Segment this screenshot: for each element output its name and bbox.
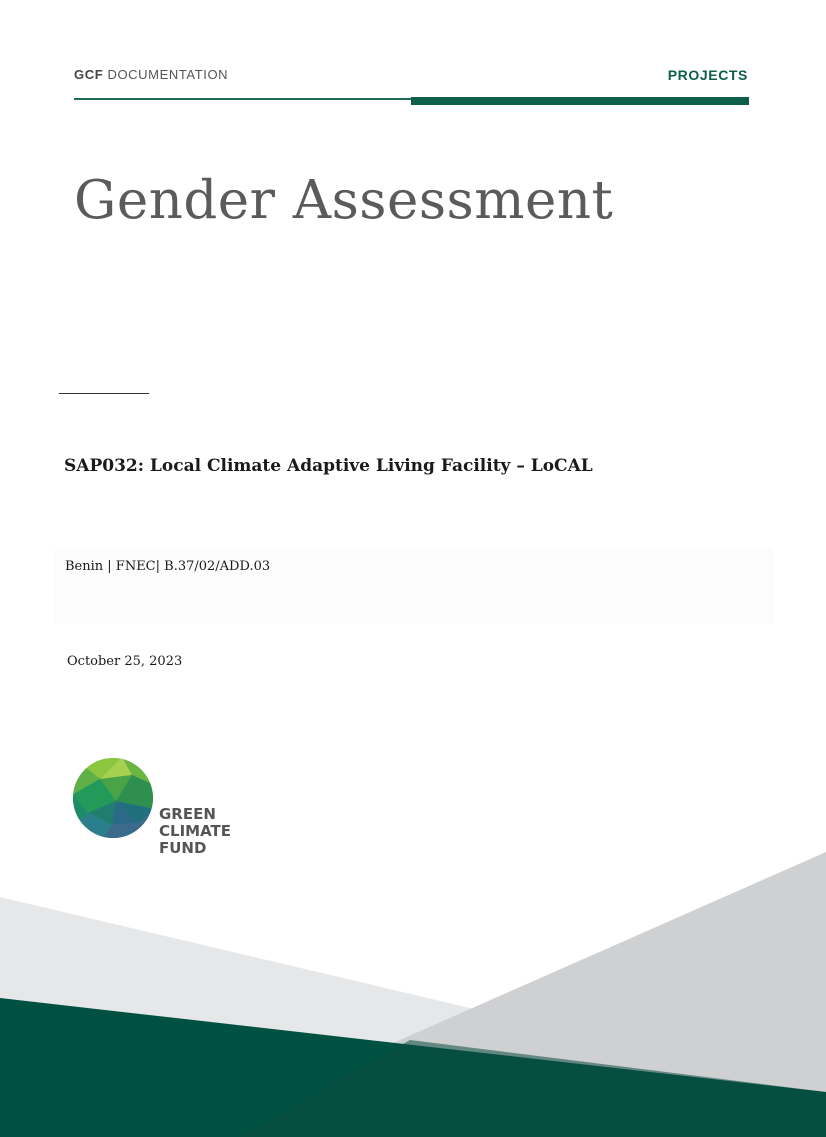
logo-wordmark bbox=[159, 806, 231, 857]
logo-line-3: FUND bbox=[159, 839, 207, 857]
globe-logo-icon bbox=[72, 757, 154, 839]
header-brand-bold: GCF bbox=[74, 67, 104, 82]
logo-line-2: CLIMATE bbox=[159, 822, 231, 840]
header-section: PROJECTS bbox=[667, 67, 748, 83]
document-date: October 25, 2023 bbox=[67, 654, 183, 669]
header-brand bbox=[74, 67, 228, 82]
divider bbox=[59, 393, 149, 394]
header-rule-thick bbox=[411, 97, 749, 105]
logo-line-1: GREEN bbox=[159, 805, 216, 823]
header-rule-thin bbox=[74, 98, 412, 100]
document-meta: Benin | FNEC| B.37/02/ADD.03 bbox=[65, 559, 271, 574]
header-brand-rest: DOCUMENTATION bbox=[107, 67, 229, 82]
page-title: Gender Assessment bbox=[74, 170, 614, 231]
document-subtitle: SAP032: Local Climate Adaptive Living Facility – LoCAL bbox=[64, 456, 593, 476]
